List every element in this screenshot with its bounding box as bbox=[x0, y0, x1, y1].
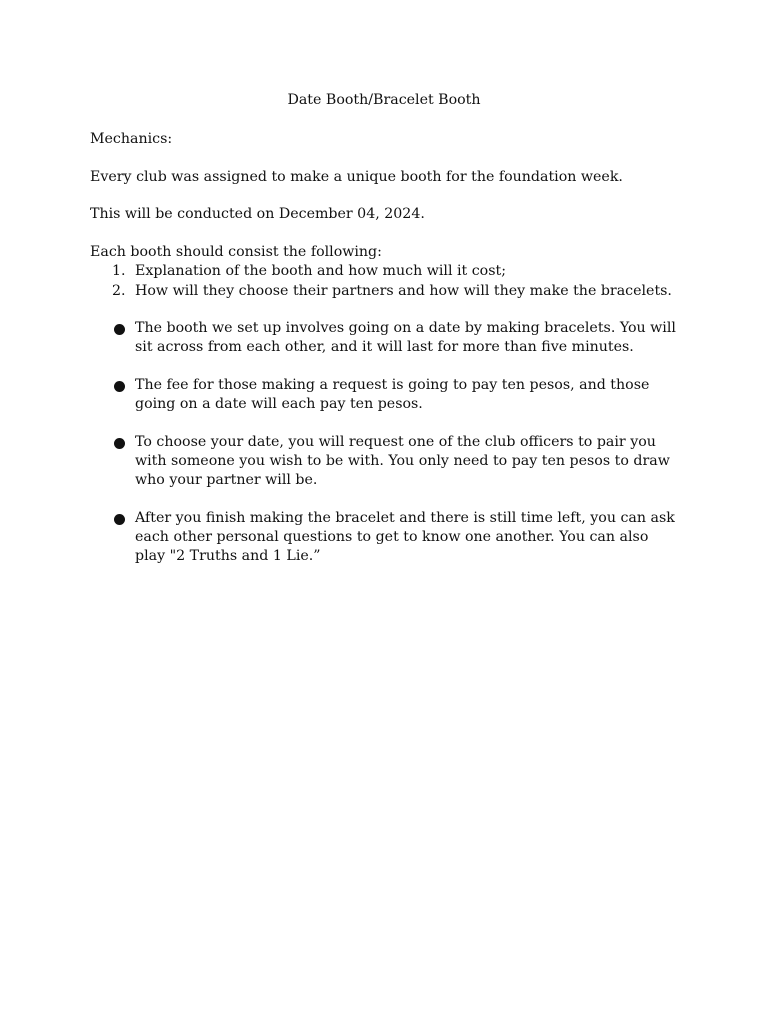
list-number: 1. bbox=[112, 263, 126, 279]
bullet-icon bbox=[114, 514, 125, 525]
schedule-paragraph: This will be conducted on December 04, 2024. bbox=[90, 206, 425, 222]
list-item bbox=[90, 376, 690, 414]
list-item bbox=[90, 509, 690, 566]
bullet-icon bbox=[114, 381, 125, 392]
bullet-icon bbox=[114, 438, 125, 449]
list-item bbox=[90, 319, 690, 357]
list-number: 2. bbox=[112, 282, 126, 299]
requirements-heading: Each booth should consist the following: bbox=[90, 244, 382, 260]
list-item bbox=[90, 433, 690, 490]
details-bullet-list bbox=[90, 319, 690, 585]
bullet-text: After you finish making the bracelet and there is still time left, you can ask each other personal questions to get to know one another. You can also play "2 Truths and 1 Lie.” bbox=[135, 510, 675, 564]
mechanics-heading: Mechanics: bbox=[90, 131, 173, 147]
list-item-text: How will they choose their partners and how will they make the bracelets. bbox=[135, 282, 672, 299]
bullet-text: The fee for those making a request is going to pay ten pesos, and those going on a date will each pay ten pesos. bbox=[135, 377, 650, 412]
intro-paragraph: Every club was assigned to make a unique booth for the foundation week. bbox=[90, 169, 623, 185]
document-title: Date Booth/Bracelet Booth bbox=[287, 92, 481, 108]
bullet-icon bbox=[114, 324, 125, 335]
list-item-text: Explanation of the booth and how much will it cost; bbox=[135, 263, 506, 279]
bullet-text: To choose your date, you will request one of the club officers to pair you with someone you wish to be with. You only need to pay ten pesos to draw who your partner will be. bbox=[135, 434, 670, 488]
bullet-text: The booth we set up involves going on a date by making bracelets. You will sit across from each other, and it will last for more than five minutes. bbox=[135, 320, 676, 355]
